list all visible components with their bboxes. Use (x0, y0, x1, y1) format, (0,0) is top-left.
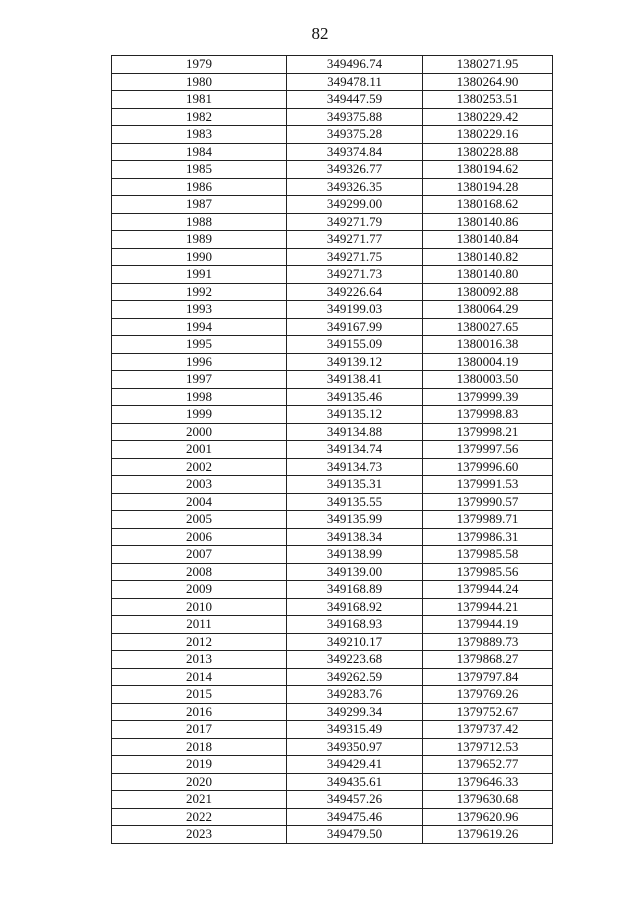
point-number-cell: 1990 (112, 248, 287, 266)
y-coordinate-cell: 1379986.31 (423, 528, 553, 546)
table-row (112, 476, 553, 494)
table-row (112, 738, 553, 756)
table-row (112, 528, 553, 546)
table-row (112, 808, 553, 826)
point-number-cell: 2007 (112, 546, 287, 564)
point-number-cell: 1981 (112, 91, 287, 109)
y-coordinate-cell: 1379620.96 (423, 808, 553, 826)
x-coordinate-cell: 349138.99 (287, 546, 423, 564)
table-row (112, 493, 553, 511)
table-row (112, 721, 553, 739)
x-coordinate-cell: 349168.93 (287, 616, 423, 634)
point-number-cell: 2004 (112, 493, 287, 511)
table-row (112, 773, 553, 791)
x-coordinate-cell: 349271.73 (287, 266, 423, 284)
point-number-cell: 2012 (112, 633, 287, 651)
x-coordinate-cell: 349271.77 (287, 231, 423, 249)
point-number-cell: 2013 (112, 651, 287, 669)
table-row (112, 616, 553, 634)
y-coordinate-cell: 1379619.26 (423, 826, 553, 844)
point-number-cell: 2006 (112, 528, 287, 546)
point-number-cell: 1984 (112, 143, 287, 161)
x-coordinate-cell: 349457.26 (287, 791, 423, 809)
x-coordinate-cell: 349134.74 (287, 441, 423, 459)
y-coordinate-cell: 1379646.33 (423, 773, 553, 791)
point-number-cell: 1983 (112, 126, 287, 144)
x-coordinate-cell: 349135.46 (287, 388, 423, 406)
point-number-cell: 2005 (112, 511, 287, 529)
table-row (112, 73, 553, 91)
coordinates-table (111, 55, 553, 844)
y-coordinate-cell: 1379998.83 (423, 406, 553, 424)
x-coordinate-cell: 349138.41 (287, 371, 423, 389)
point-number-cell: 2010 (112, 598, 287, 616)
point-number-cell: 2003 (112, 476, 287, 494)
point-number-cell: 2002 (112, 458, 287, 476)
point-number-cell: 2023 (112, 826, 287, 844)
y-coordinate-cell: 1380229.42 (423, 108, 553, 126)
x-coordinate-cell: 349139.12 (287, 353, 423, 371)
point-number-cell: 1995 (112, 336, 287, 354)
table-row (112, 633, 553, 651)
point-number-cell: 1989 (112, 231, 287, 249)
x-coordinate-cell: 349315.49 (287, 721, 423, 739)
point-number-cell: 2016 (112, 703, 287, 721)
x-coordinate-cell: 349135.99 (287, 511, 423, 529)
x-coordinate-cell: 349299.00 (287, 196, 423, 214)
y-coordinate-cell: 1380140.82 (423, 248, 553, 266)
point-number-cell: 2020 (112, 773, 287, 791)
y-coordinate-cell: 1379997.56 (423, 441, 553, 459)
x-coordinate-cell: 349199.03 (287, 301, 423, 319)
table-row (112, 511, 553, 529)
point-number-cell: 2022 (112, 808, 287, 826)
point-number-cell: 1982 (112, 108, 287, 126)
point-number-cell: 1999 (112, 406, 287, 424)
y-coordinate-cell: 1380229.16 (423, 126, 553, 144)
table-row (112, 703, 553, 721)
table-row (112, 353, 553, 371)
table-row (112, 56, 553, 74)
y-coordinate-cell: 1380228.88 (423, 143, 553, 161)
y-coordinate-cell: 1380264.90 (423, 73, 553, 91)
table-row (112, 441, 553, 459)
x-coordinate-cell: 349134.73 (287, 458, 423, 476)
y-coordinate-cell: 1380016.38 (423, 336, 553, 354)
y-coordinate-cell: 1379769.26 (423, 686, 553, 704)
y-coordinate-cell: 1380092.88 (423, 283, 553, 301)
y-coordinate-cell: 1380140.80 (423, 266, 553, 284)
point-number-cell: 2019 (112, 756, 287, 774)
y-coordinate-cell: 1380027.65 (423, 318, 553, 336)
point-number-cell: 1991 (112, 266, 287, 284)
x-coordinate-cell: 349168.92 (287, 598, 423, 616)
x-coordinate-cell: 349135.12 (287, 406, 423, 424)
x-coordinate-cell: 349262.59 (287, 668, 423, 686)
y-coordinate-cell: 1380194.62 (423, 161, 553, 179)
x-coordinate-cell: 349326.35 (287, 178, 423, 196)
table-row (112, 266, 553, 284)
y-coordinate-cell: 1379999.39 (423, 388, 553, 406)
x-coordinate-cell: 349374.84 (287, 143, 423, 161)
page-number: 82 (311, 24, 329, 43)
x-coordinate-cell: 349271.75 (287, 248, 423, 266)
y-coordinate-cell: 1379998.21 (423, 423, 553, 441)
table-row (112, 213, 553, 231)
coordinates-table-body (112, 56, 553, 844)
point-number-cell: 1992 (112, 283, 287, 301)
y-coordinate-cell: 1379889.73 (423, 633, 553, 651)
point-number-cell: 1994 (112, 318, 287, 336)
table-row (112, 388, 553, 406)
y-coordinate-cell: 1379944.21 (423, 598, 553, 616)
x-coordinate-cell: 349496.74 (287, 56, 423, 74)
x-coordinate-cell: 349135.55 (287, 493, 423, 511)
y-coordinate-cell: 1380140.84 (423, 231, 553, 249)
x-coordinate-cell: 349138.34 (287, 528, 423, 546)
table-row (112, 563, 553, 581)
table-row (112, 668, 553, 686)
point-number-cell: 1985 (112, 161, 287, 179)
x-coordinate-cell: 349479.50 (287, 826, 423, 844)
table-row (112, 826, 553, 844)
y-coordinate-cell: 1379990.57 (423, 493, 553, 511)
x-coordinate-cell: 349226.64 (287, 283, 423, 301)
y-coordinate-cell: 1379752.67 (423, 703, 553, 721)
y-coordinate-cell: 1380140.86 (423, 213, 553, 231)
x-coordinate-cell: 349271.79 (287, 213, 423, 231)
y-coordinate-cell: 1380194.28 (423, 178, 553, 196)
point-number-cell: 1996 (112, 353, 287, 371)
x-coordinate-cell: 349139.00 (287, 563, 423, 581)
point-number-cell: 1998 (112, 388, 287, 406)
x-coordinate-cell: 349167.99 (287, 318, 423, 336)
y-coordinate-cell: 1380004.19 (423, 353, 553, 371)
y-coordinate-cell: 1379985.56 (423, 563, 553, 581)
table-row (112, 301, 553, 319)
table-row (112, 686, 553, 704)
point-number-cell: 1979 (112, 56, 287, 74)
y-coordinate-cell: 1379797.84 (423, 668, 553, 686)
table-row (112, 161, 553, 179)
table-row (112, 91, 553, 109)
x-coordinate-cell: 349375.28 (287, 126, 423, 144)
point-number-cell: 1986 (112, 178, 287, 196)
table-row (112, 143, 553, 161)
point-number-cell: 2009 (112, 581, 287, 599)
x-coordinate-cell: 349447.59 (287, 91, 423, 109)
y-coordinate-cell: 1379868.27 (423, 651, 553, 669)
point-number-cell: 2000 (112, 423, 287, 441)
x-coordinate-cell: 349210.17 (287, 633, 423, 651)
table-row (112, 126, 553, 144)
x-coordinate-cell: 349223.68 (287, 651, 423, 669)
point-number-cell: 1993 (112, 301, 287, 319)
table-row (112, 791, 553, 809)
y-coordinate-cell: 1379712.53 (423, 738, 553, 756)
table-row (112, 371, 553, 389)
x-coordinate-cell: 349326.77 (287, 161, 423, 179)
x-coordinate-cell: 349134.88 (287, 423, 423, 441)
y-coordinate-cell: 1379991.53 (423, 476, 553, 494)
x-coordinate-cell: 349375.88 (287, 108, 423, 126)
table-row (112, 423, 553, 441)
point-number-cell: 1987 (112, 196, 287, 214)
table-row (112, 231, 553, 249)
table-row (112, 406, 553, 424)
point-number-cell: 2001 (112, 441, 287, 459)
table-row (112, 546, 553, 564)
x-coordinate-cell: 349135.31 (287, 476, 423, 494)
x-coordinate-cell: 349350.97 (287, 738, 423, 756)
point-number-cell: 2008 (112, 563, 287, 581)
x-coordinate-cell: 349475.46 (287, 808, 423, 826)
point-number-cell: 2021 (112, 791, 287, 809)
table-row (112, 598, 553, 616)
x-coordinate-cell: 349155.09 (287, 336, 423, 354)
table-row (112, 318, 553, 336)
y-coordinate-cell: 1379985.58 (423, 546, 553, 564)
x-coordinate-cell: 349435.61 (287, 773, 423, 791)
point-number-cell: 1997 (112, 371, 287, 389)
point-number-cell: 2017 (112, 721, 287, 739)
x-coordinate-cell: 349478.11 (287, 73, 423, 91)
table-row (112, 581, 553, 599)
x-coordinate-cell: 349283.76 (287, 686, 423, 704)
y-coordinate-cell: 1379944.24 (423, 581, 553, 599)
point-number-cell: 2018 (112, 738, 287, 756)
table-row (112, 651, 553, 669)
point-number-cell: 1980 (112, 73, 287, 91)
y-coordinate-cell: 1380168.62 (423, 196, 553, 214)
table-row (112, 283, 553, 301)
y-coordinate-cell: 1379630.68 (423, 791, 553, 809)
table-row (112, 248, 553, 266)
y-coordinate-cell: 1379944.19 (423, 616, 553, 634)
table-row (112, 458, 553, 476)
table-row (112, 178, 553, 196)
table-row (112, 108, 553, 126)
table-row (112, 756, 553, 774)
y-coordinate-cell: 1380271.95 (423, 56, 553, 74)
y-coordinate-cell: 1379652.77 (423, 756, 553, 774)
point-number-cell: 1988 (112, 213, 287, 231)
point-number-cell: 2014 (112, 668, 287, 686)
table-row (112, 336, 553, 354)
x-coordinate-cell: 349429.41 (287, 756, 423, 774)
y-coordinate-cell: 1379989.71 (423, 511, 553, 529)
y-coordinate-cell: 1379737.42 (423, 721, 553, 739)
y-coordinate-cell: 1380064.29 (423, 301, 553, 319)
point-number-cell: 2011 (112, 616, 287, 634)
point-number-cell: 2015 (112, 686, 287, 704)
y-coordinate-cell: 1379996.60 (423, 458, 553, 476)
y-coordinate-cell: 1380253.51 (423, 91, 553, 109)
table-row (112, 196, 553, 214)
x-coordinate-cell: 349299.34 (287, 703, 423, 721)
y-coordinate-cell: 1380003.50 (423, 371, 553, 389)
x-coordinate-cell: 349168.89 (287, 581, 423, 599)
